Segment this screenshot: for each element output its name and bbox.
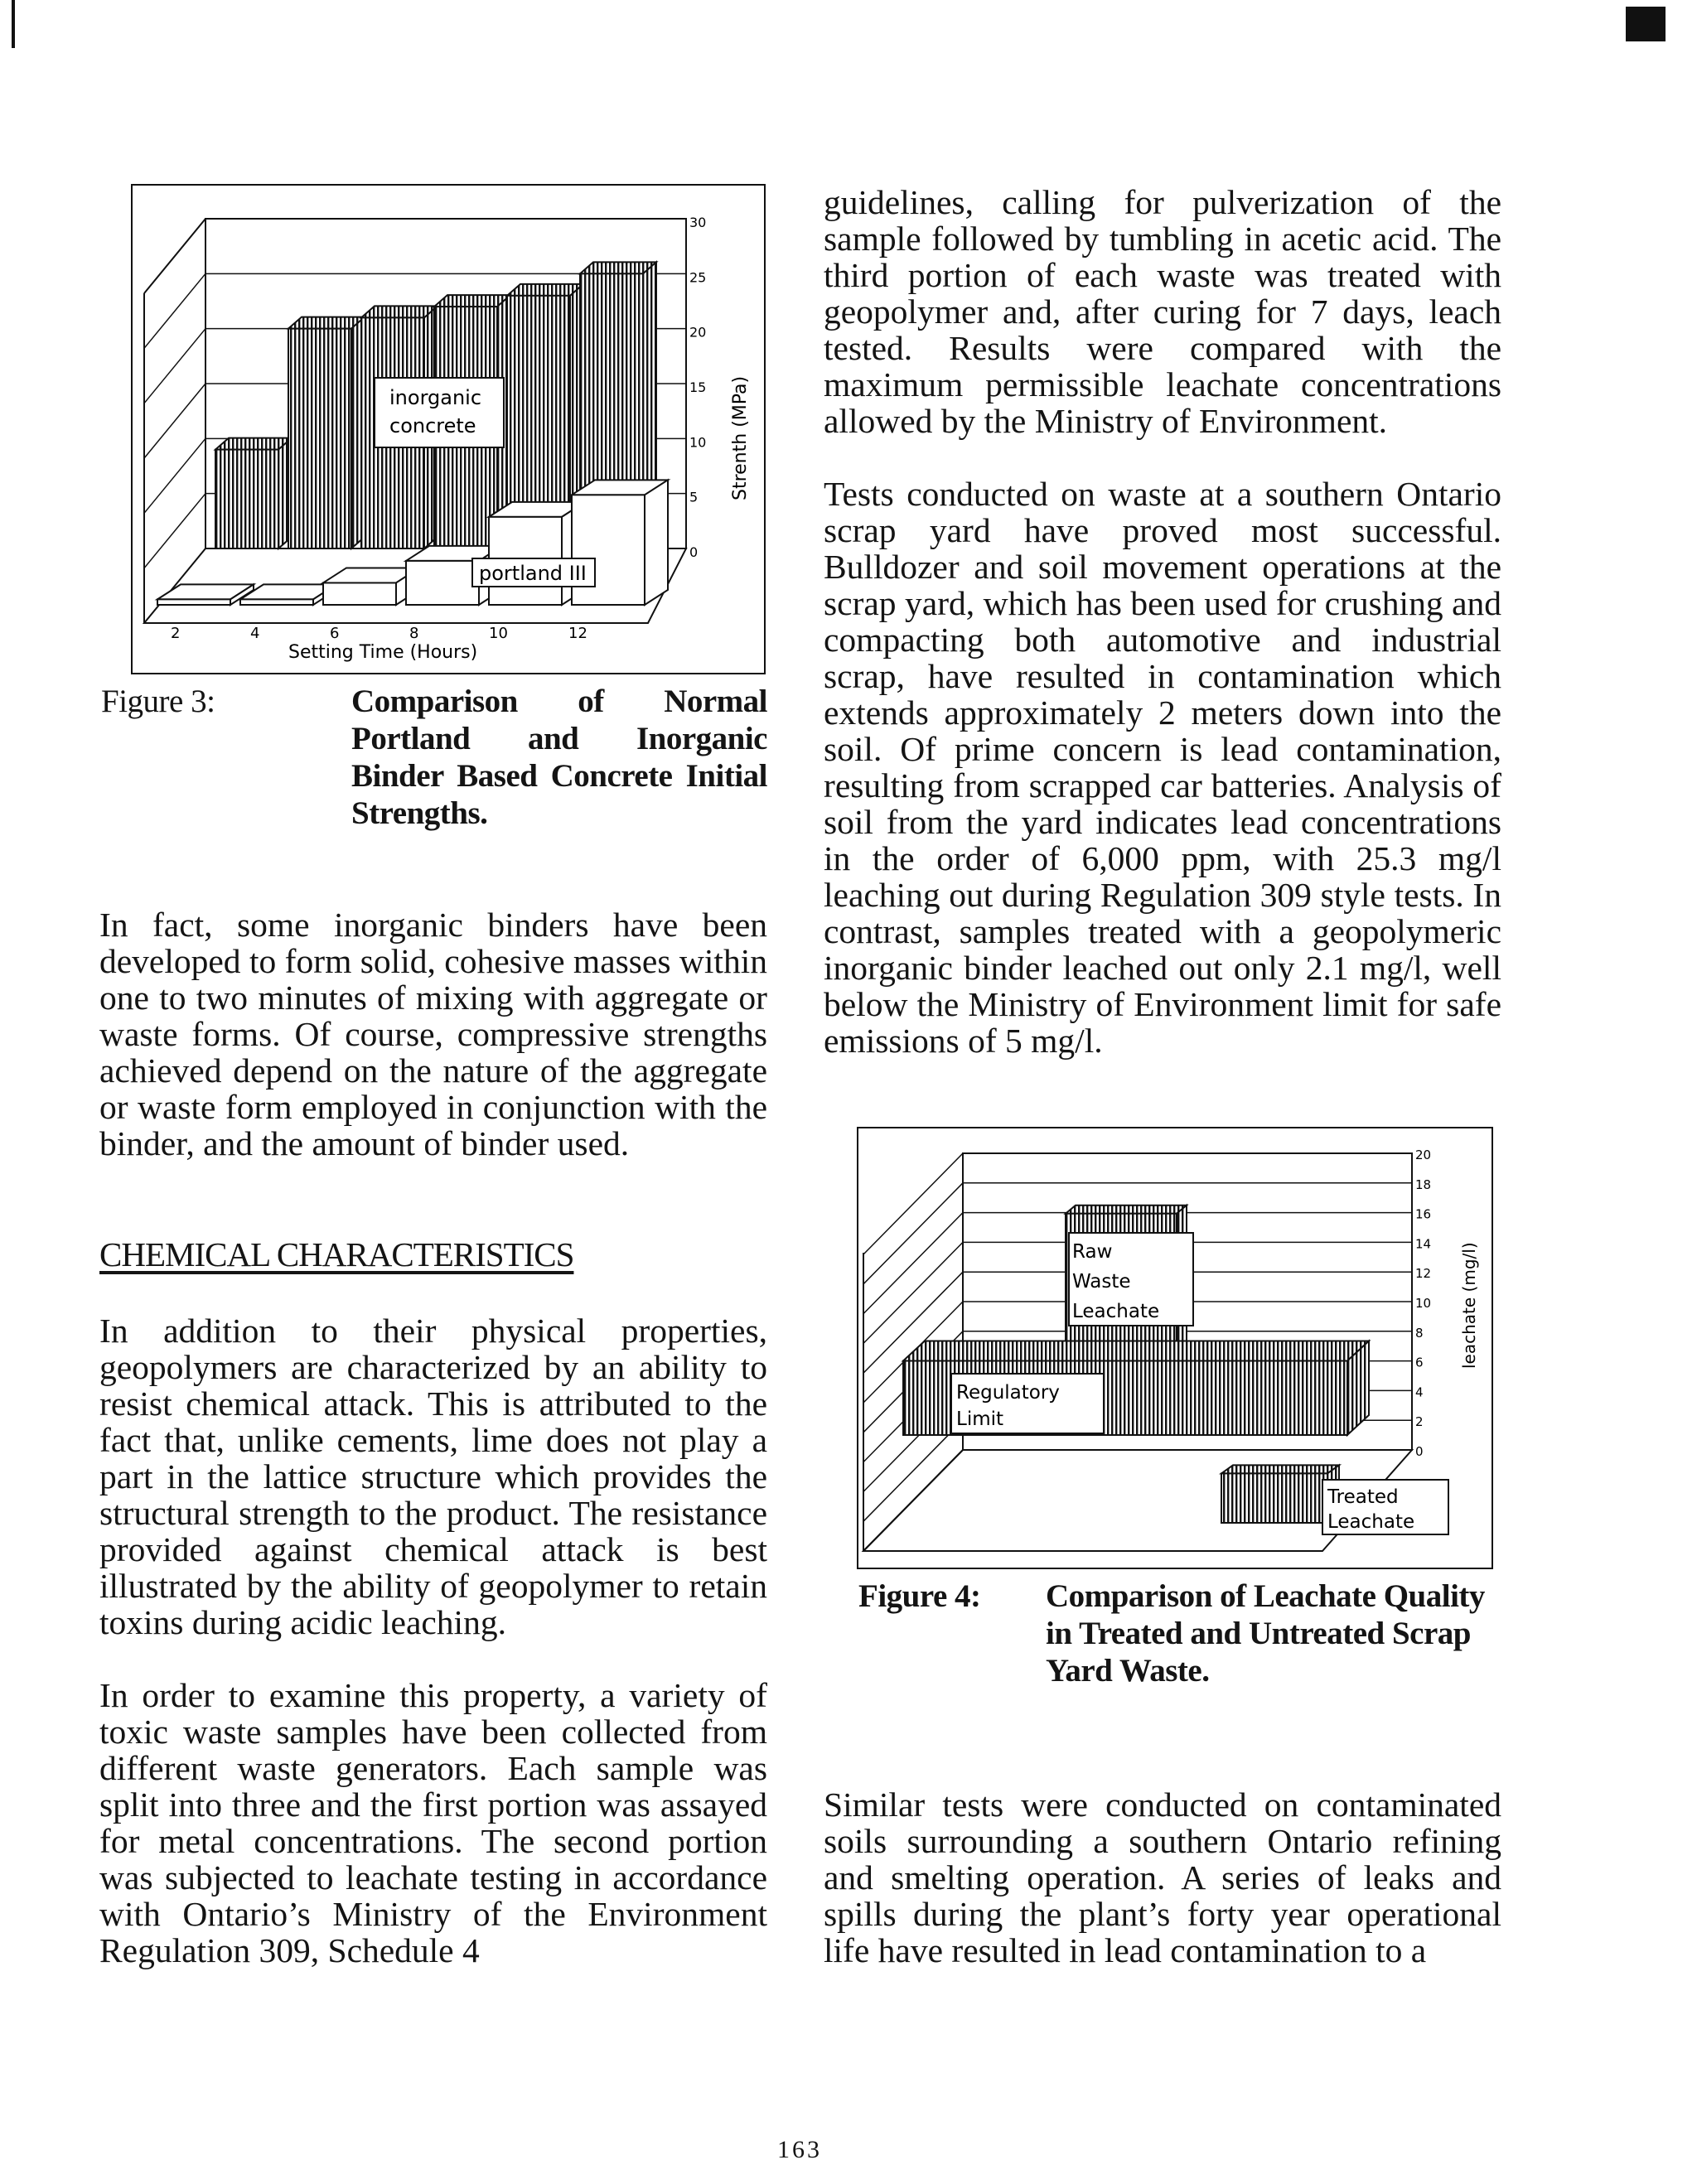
y-tick-label: 0: [689, 544, 699, 560]
legend-raw-line3: Leachate: [1072, 1301, 1160, 1322]
bar-portland-iii: [323, 582, 396, 605]
left-wall-gridline: [863, 1183, 963, 1284]
figure3-caption: Comparison of Normal Portland and Inorganic Binder Based Concrete Initial Strengths.: [351, 684, 767, 831]
x-tick-label: 4: [250, 625, 260, 642]
legend-treated-line1: Treated: [1327, 1486, 1399, 1508]
left-wall-gridline: [144, 438, 205, 513]
y-tick-label: 6: [1415, 1355, 1424, 1370]
y-tick-label: 10: [1415, 1296, 1432, 1311]
x-tick-label: 6: [330, 625, 340, 642]
left-wall-gridline: [144, 329, 205, 403]
paragraph: guidelines, calling for pulverization of the sample followed by tumbling in acetic acid. The third portion of each waste was treated with geopolymer and, after curing for 7 days, leach tested. Results were compared with the maximum permissible leachate concentrations allowed by the Ministry of Environment.: [824, 183, 1501, 440]
figure3-label: Figure 3:: [101, 684, 215, 719]
figure3-chart: [131, 184, 766, 674]
bar-inorganic-concrete: [288, 329, 351, 548]
figure4-caption: Comparison of Leachate Quality in Treated and Untreated Scrap Yard Waste.: [1046, 1578, 1485, 1689]
legend-inorganic-line2: concrete: [389, 414, 476, 437]
left-wall-gridline: [863, 1450, 963, 1551]
left-wall-gridline: [144, 273, 205, 348]
right-column-upper: [824, 184, 1501, 1059]
bar-portland-iii: [240, 599, 313, 605]
y-tick-label: 20: [689, 324, 707, 341]
x-axis-title: Setting Time (Hours): [288, 642, 478, 663]
y-tick-label: 18: [1415, 1177, 1432, 1192]
left-column-upper: [99, 906, 767, 1162]
legend-regulatory-line2: Limit: [956, 1408, 1004, 1430]
bar-portland-iii: [572, 495, 645, 605]
paragraph: In order to examine this property, a variety of toxic waste samples have been collected from different waste generators. Each sample was split into three and the first portion was assayed for metal concentrations. The second portion was subjected to leachate testing in accordance with Ontario’s Ministry of the Environment Regulation 309, Schedule 4: [99, 1676, 767, 1969]
section-heading: CHEMICAL CHARACTERISTICS: [99, 1235, 574, 1273]
bar-treated-leachate-top: [1221, 1465, 1339, 1473]
bar-portland-iii: [406, 561, 479, 605]
figure4-chart-svg: [858, 1128, 1492, 1568]
y-tick-label: 0: [1415, 1444, 1424, 1459]
bar-raw-waste-leachate-top: [1066, 1206, 1187, 1214]
figure3-chart-svg: [133, 186, 764, 673]
left-wall-gridline: [863, 1213, 963, 1314]
page-number: 163: [777, 2136, 822, 2163]
left-column-lower: [99, 1312, 767, 1969]
legend-inorganic-line1: inorganic: [389, 386, 482, 409]
y-axis-title: leachate (mg/l): [1459, 1242, 1479, 1369]
scan-corner-mark: [1626, 7, 1666, 41]
paragraph: Tests conducted on waste at a southern Ontario scrap yard have proved most successful. Bulldozer and soil movement operations at the scrap yard, which has been used for crushing and compacting both automotive and industrial scrap, have resulted in contamination which extends approximately 2 meters down into the soil. Of prime concern is lead contamination, resulting from scrapped car batteries. Analysis of soil from the yard indicates lead concentrations in the order of 6,000 ppm, with 25.3 mg/l leaching out during Regulation 309 style tests. In contrast, samples treated with a geopolymeric inorganic binder leached out only 2.1 mg/l, well below the Ministry of Environment limit for safe emissions of 5 mg/l.: [824, 475, 1501, 1060]
x-tick-label: 2: [171, 625, 181, 642]
bar-portland-iii-side: [645, 480, 668, 605]
y-tick-label: 20: [1415, 1148, 1432, 1162]
y-tick-label: 30: [689, 215, 707, 230]
legend-treated-line2: Leachate: [1327, 1511, 1415, 1533]
y-tick-label: 8: [1415, 1325, 1424, 1341]
x-tick-label: 10: [489, 625, 508, 642]
y-tick-label: 10: [689, 434, 707, 451]
left-wall-gridline: [863, 1153, 963, 1254]
bar-inorganic-concrete: [215, 450, 278, 548]
y-tick-label: 14: [1415, 1236, 1432, 1252]
right-column-lower: [824, 1786, 1501, 1969]
y-tick-label: 25: [689, 269, 707, 286]
left-wall-gridline: [863, 1242, 963, 1343]
x-tick-label: 12: [568, 625, 587, 642]
figure4-chart: [857, 1127, 1493, 1569]
y-tick-label: 4: [1415, 1384, 1424, 1400]
figure4-label: Figure 4:: [858, 1578, 981, 1614]
paragraph: In addition to their physical properties, geopolymers are characterized by an ability to resist chemical attack. This is attributed to the fact that, unlike cements, lime does not play a part in the lattice structure which provides the structural strength to the product. The resistance provided against chemical attack is best illustrated by the ability of geopolymer to retain toxins during acidic leaching.: [99, 1312, 767, 1641]
y-tick-label: 15: [689, 379, 707, 395]
left-wall-gridline: [144, 219, 205, 293]
legend-portland: portland III: [479, 562, 587, 585]
bar-portland-iii: [157, 599, 230, 605]
bar-regulatory-limit-top: [903, 1341, 1369, 1361]
bar-treated-leachate: [1221, 1473, 1327, 1523]
paragraph: Similar tests were conducted on contaminated soils surrounding a southern Ontario refining and smelting operation. A series of leaks and spills during the plant’s forty year operational life have resulted in lead contamination to a: [824, 1785, 1501, 1969]
paragraph: In fact, some inorganic binders have been developed to form solid, cohesive masses within one to two minutes of mixing with aggregate or waste forms. Of course, compressive strengths achieved depend on the nature of the aggregate or waste form employed in conjunction with the binder, and the amount of binder used.: [99, 906, 767, 1162]
legend-regulatory-line1: Regulatory: [956, 1382, 1060, 1404]
y-axis-title: Strenth (MPa): [730, 375, 751, 500]
left-wall-gridline: [144, 384, 205, 458]
y-tick-label: 12: [1415, 1266, 1432, 1282]
y-tick-label: 5: [689, 489, 699, 505]
left-wall-gridline: [144, 494, 205, 568]
legend-raw-line2: Waste: [1072, 1271, 1131, 1293]
y-tick-label: 16: [1415, 1206, 1432, 1222]
x-tick-label: 8: [409, 625, 419, 642]
y-tick-label: 2: [1415, 1414, 1424, 1430]
legend-raw-line1: Raw: [1072, 1241, 1113, 1263]
scan-edge-mark: [12, 0, 15, 48]
